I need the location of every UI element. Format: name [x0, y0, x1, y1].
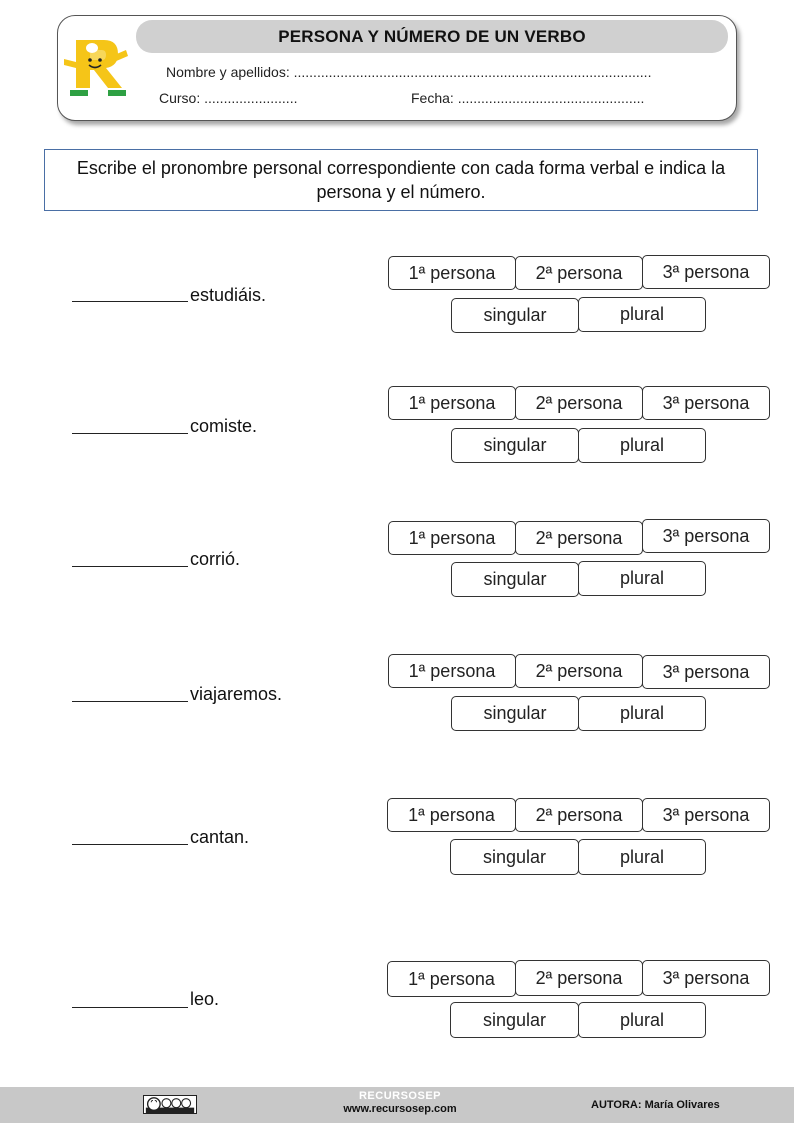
course-field[interactable]: Curso: ........................ — [159, 90, 298, 106]
option-third-person[interactable]: 3ª persona — [642, 960, 770, 996]
verb-text: corrió. — [190, 549, 241, 569]
mascot-logo-icon — [62, 32, 132, 98]
option-second-person[interactable]: 2ª persona — [515, 798, 643, 832]
option-singular[interactable]: singular — [451, 428, 579, 463]
option-singular[interactable]: singular — [450, 839, 579, 875]
option-second-person[interactable]: 2ª persona — [515, 521, 643, 555]
footer-brand: RECURSOSEP — [358, 1090, 442, 1102]
option-third-person[interactable]: 3ª persona — [642, 519, 770, 553]
answer-blank[interactable] — [72, 1007, 188, 1008]
option-first-person[interactable]: 1ª persona — [387, 961, 516, 997]
verb-text: viajaremos. — [190, 684, 283, 704]
verb-text: cantan. — [190, 827, 250, 847]
answer-blank[interactable] — [72, 701, 188, 702]
exercise-5 — [0, 797, 794, 877]
worksheet-title-text: PERSONA Y NÚMERO DE UN VERBO — [278, 26, 586, 46]
option-second-person[interactable]: 2ª persona — [515, 960, 643, 996]
option-third-person[interactable]: 3ª persona — [642, 798, 770, 832]
verb-text: comiste. — [190, 416, 258, 436]
option-first-person[interactable]: 1ª persona — [388, 386, 516, 420]
option-third-person[interactable]: 3ª persona — [642, 655, 770, 689]
option-third-person[interactable]: 3ª persona — [642, 386, 770, 420]
option-singular[interactable]: singular — [451, 562, 579, 597]
option-first-person[interactable]: 1ª persona — [388, 654, 516, 688]
option-plural[interactable]: plural — [578, 1002, 706, 1038]
option-first-person[interactable]: 1ª persona — [388, 521, 516, 555]
answer-blank[interactable] — [72, 844, 188, 845]
option-singular[interactable]: singular — [451, 298, 579, 333]
exercise-4 — [0, 654, 794, 734]
verb-text: estudiáis. — [190, 285, 267, 305]
option-second-person[interactable]: 2ª persona — [515, 256, 643, 290]
option-third-person[interactable]: 3ª persona — [642, 255, 770, 289]
answer-blank[interactable] — [72, 301, 188, 302]
footer — [0, 1087, 794, 1123]
instructions-text: Escribe el pronombre personal correspondiente con cada forma verbal e indica la persona y el número. — [76, 158, 726, 202]
option-plural[interactable]: plural — [578, 428, 706, 463]
option-first-person[interactable]: 1ª persona — [387, 798, 516, 832]
verb-text: leo. — [190, 989, 220, 1009]
option-singular[interactable]: singular — [451, 696, 579, 731]
creative-commons-license-icon — [143, 1095, 197, 1114]
answer-blank[interactable] — [72, 566, 188, 567]
option-plural[interactable]: plural — [578, 696, 706, 731]
option-plural[interactable]: plural — [578, 839, 706, 875]
worksheet-title — [136, 20, 728, 53]
option-plural[interactable]: plural — [578, 561, 706, 596]
option-second-person[interactable]: 2ª persona — [515, 654, 643, 688]
answer-blank[interactable] — [72, 433, 188, 434]
footer-url[interactable]: www.recursosep.com — [343, 1103, 457, 1115]
exercise-1 — [0, 254, 794, 334]
exercise-6 — [0, 960, 794, 1040]
option-first-person[interactable]: 1ª persona — [388, 256, 516, 290]
option-second-person[interactable]: 2ª persona — [515, 386, 643, 420]
name-field[interactable]: Nombre y apellidos: ............................................................................................ — [166, 64, 652, 80]
footer-site — [300, 1090, 500, 1116]
exercise-2 — [0, 386, 794, 466]
exercise-3 — [0, 519, 794, 599]
instructions-box — [44, 149, 758, 211]
option-plural[interactable]: plural — [578, 297, 706, 332]
date-field[interactable]: Fecha: ................................................ — [411, 90, 645, 106]
option-singular[interactable]: singular — [450, 1002, 579, 1038]
footer-author: AUTORA: María Olivares — [591, 1099, 720, 1111]
